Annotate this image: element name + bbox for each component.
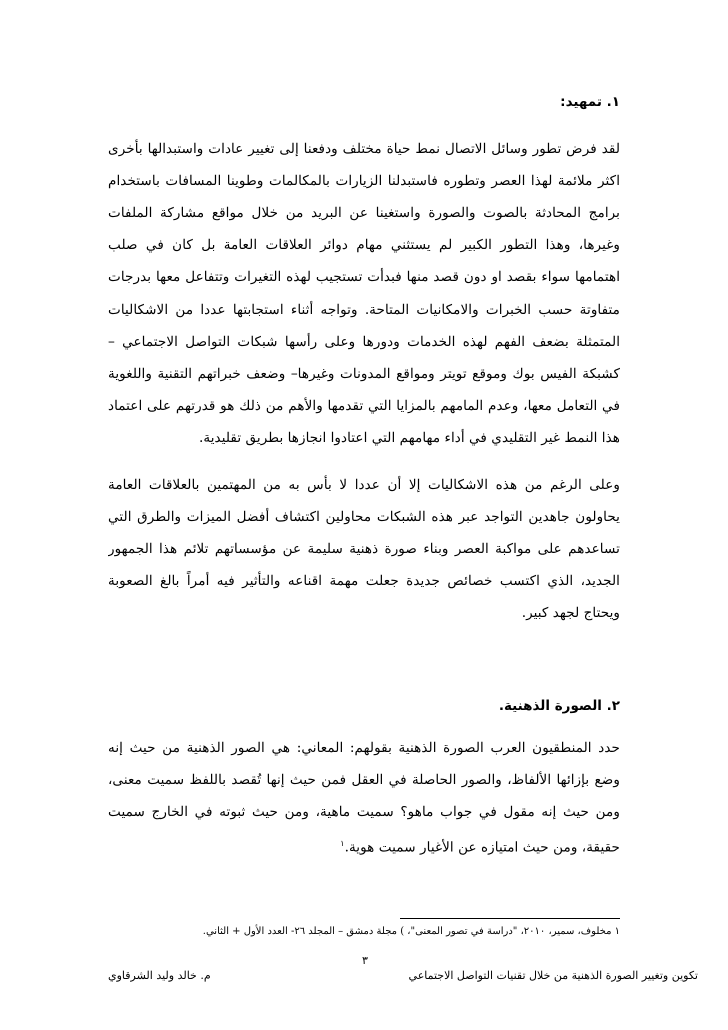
text-line-content: حقيقة، ومن حيث امتيازه عن الأغيار سميت هوية. xyxy=(344,839,620,855)
text-line: وغيرها، وهذا التطور الكبير لم يستثني مهام دوائر العلاقات العامة بل كان في صلب xyxy=(108,237,620,253)
text-line: برامج المحادثة بالصوت والصورة واستغينا عن البريد من خلال مواقع مشاركة الملفات xyxy=(108,205,620,221)
text-line: الجديد، الذي اكتسب خصائص جديدة جعلت مهمة اقناعه والتأثير فيه أمراً بالغ الصعوبة xyxy=(108,573,620,589)
text-line: هذا النمط غير التقليدي في أداء مهامهم التي اعتادوا انجازها بطريق تقليدية. xyxy=(199,430,620,446)
text-line: اهتمامها سواء بقصد او دون قصد منها فبدأت تستجيب لهذه التغيرات وتتفاعل معها بدرجات xyxy=(108,269,620,285)
footnote: ١ مخلوف، سمير، ٢٠١٠، "دراسة في تصور المعنى"، ) مجلة دمشق – المجلد ٢٦- العدد الأول + الثاني. xyxy=(202,926,620,937)
footer-author: م. خالد وليد الشرقاوي xyxy=(108,969,211,982)
text-line: اكثر ملائمة لهذا العصر وتطوره فاستبدلنا الزيارات بالمكالمات وطوينا المسافات باستخدام xyxy=(108,173,620,189)
text-line: وعلى الرغم من هذه الاشكاليات إلا أن عددا لا بأس به من المهتمين بالعلاقات العامة xyxy=(108,477,620,493)
text-line: ويحتاج لجهد كبير. xyxy=(521,605,620,621)
section-heading-mental-image: ٢. الصورة الذهنية. xyxy=(498,698,620,714)
page-number: ٣ xyxy=(362,954,368,967)
text-line: حدد المنطقيون العرب الصورة الذهنية بقولهم: المعاني: هي الصور الذهنية من حيث إنه xyxy=(108,740,620,756)
section-heading-intro: ١. تمهيد: xyxy=(560,94,620,110)
footer-title: تكوين وتغيير الصورة الذهنية من خلال تقنيات التواصل الاجتماعي xyxy=(408,969,698,982)
text-line: كشبكة الفيس بوك وموقع تويتر ومواقع المدونات وغيرها– وضعف خبراتهم التقنية واللغوية xyxy=(108,366,620,382)
text-line: وضع بإزائها الألفاظ، والصور الحاصلة في العقل فمن حيث إنها تُقصد باللفظ سميت معنى، xyxy=(108,772,620,788)
text-line: يحاولون جاهدين التواجد عبر هذه الشبكات محاولين اكتشاف أفضل الميزات والطرق التي xyxy=(108,509,620,525)
text-line: المتمثلة بضعف الفهم لهذه الخدمات ودورها وعلى رأسها شبكات التواصل الاجتماعي – xyxy=(108,334,620,350)
text-line xyxy=(108,833,620,855)
text-line: في التعامل معها، وعدم المامهم بالمزايا التي تقدمها والأهم من ذلك هو قدرتهم على اعتماد xyxy=(108,398,620,414)
text-line: متفاوتة حسب الخبرات والامكانيات المتاحة. وتواجه أثناء استجابتها عددا من الاشكاليات xyxy=(108,302,620,318)
text-line: ومن حيث إنه مقول في جواب ماهو؟ سميت ماهية، ومن حيث ثبوته في الخارج سميت xyxy=(108,804,620,820)
text-line: تساعدهم على مواكبة العصر وبناء صورة ذهنية سليمة عن مؤسساتهم تلائم هذا الجمهور xyxy=(108,541,620,557)
footnote-divider xyxy=(400,918,620,919)
text-line: لقد فرض تطور وسائل الاتصال نمط حياة مختلف ودفعنا إلى تغيير عادات واستبدالها بأخرى xyxy=(108,141,620,157)
footnote-marker: ١ xyxy=(340,839,345,848)
